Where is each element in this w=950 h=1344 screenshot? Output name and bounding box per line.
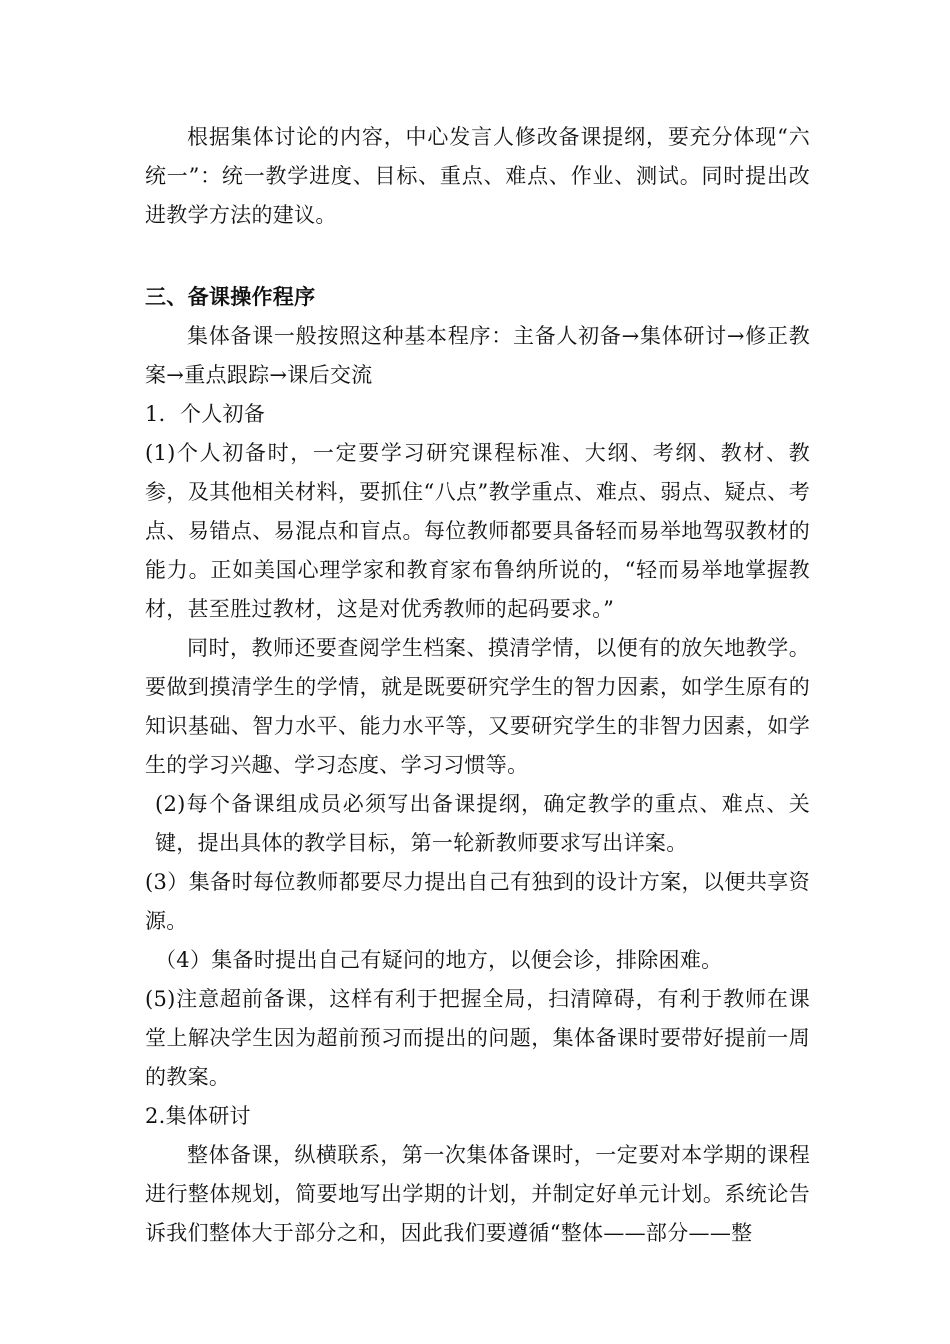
paragraph-meanwhile: 同时，教师还要查阅学生档案、摸清学情，以便有的放矢地教学。要做到摸清学生的学情，就是既要研究学生的智力因素，如学生原有的知识基础、智力水平、能力水平等，又要研究学生的非智力因素，如学生的学习兴趣、学习态度、学习习惯等。: [145, 636, 810, 777]
list-item-4: （4）集备时提出自己有疑问的地方，以便会诊，排除困难。: [155, 948, 723, 972]
list-item-1: (1)个人初备时，一定要学习研究课程标准、大纲、考纲、教材、教参，及其他相关材料，要抓住“八点”教学重点、难点、弱点、疑点、考点、易错点、易混点和盲点。每位教师都要具备轻而易举地驾驭教材的能力。正如美国心理学家和教育家布鲁纳所说的，“轻而易举地掌握教材，甚至胜过教材，这是对优秀教师的起码要求。”: [145, 441, 810, 621]
list-item-3: (3）集备时每位教师都要尽力提出自己有独到的设计方案，以便共享资源。: [145, 870, 810, 933]
subheading-group-discussion: 2.集体研讨: [145, 1104, 251, 1128]
section-heading-3: 三、备课操作程序: [145, 285, 316, 309]
paragraph-procedure: 集体备课一般按照这种基本程序：主备人初备→集体研讨→修正教案→重点跟踪→课后交流: [145, 324, 810, 387]
paragraph-whole-planning: 整体备课，纵横联系，第一次集体备课时，一定要对本学期的课程进行整体规划，简要地写出学期的计划，并制定好单元计划。系统论告诉我们整体大于部分之和，因此我们要遵循“整体——部分——整: [145, 1143, 810, 1245]
document-body: [145, 118, 810, 1253]
subheading-personal-prep: 1．个人初备: [145, 402, 266, 426]
list-item-2: (2)每个备课组成员必须写出备课提纲，确定教学的重点、难点、关键，提出具体的教学目标，第一轮新教师要求写出详案。: [155, 792, 810, 855]
paragraph-intro: 根据集体讨论的内容，中心发言人修改备课提纲，要充分体现“六统一”：统一教学进度、目标、重点、难点、作业、测试。同时提出改进教学方法的建议。: [145, 125, 810, 227]
list-item-5: (5)注意超前备课，这样有利于把握全局，扫清障碍，有利于教师在课堂上解决学生因为超前预习而提出的问题，集体备课时要带好提前一周的教案。: [145, 987, 810, 1089]
